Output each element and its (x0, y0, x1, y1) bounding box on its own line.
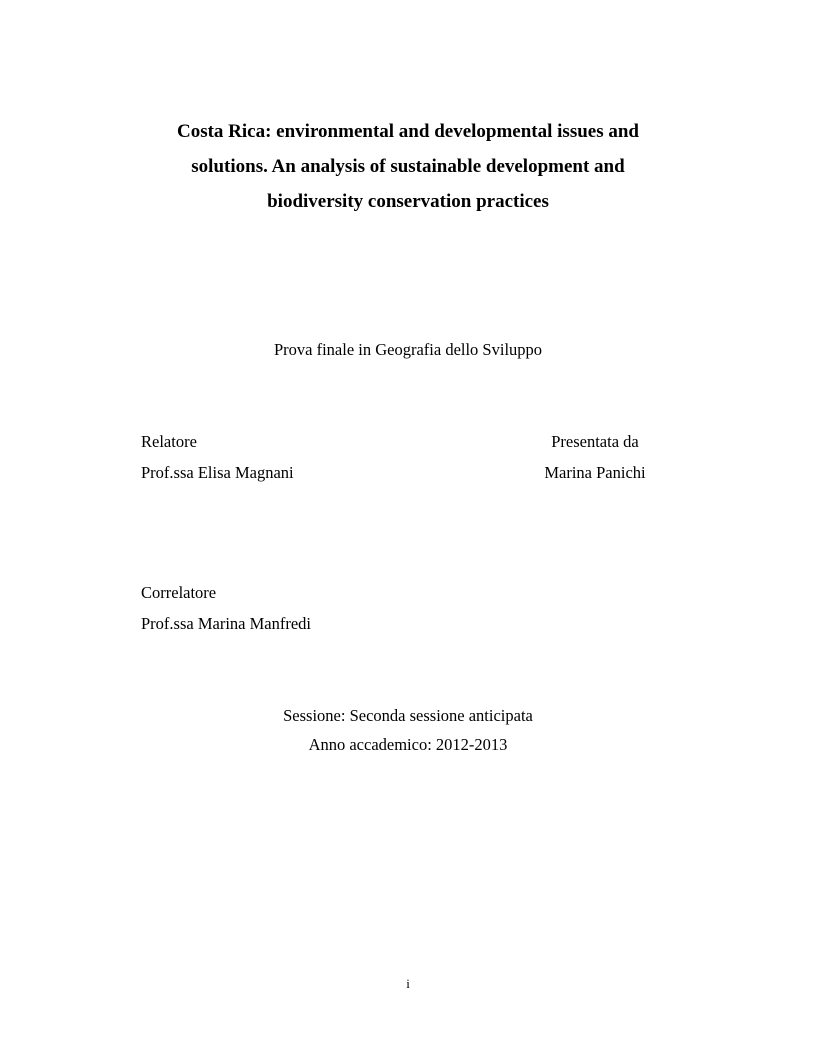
correlatore-block (141, 577, 311, 639)
correlatore-label: Correlatore (141, 583, 217, 602)
relatore-block (141, 426, 294, 488)
session-block (0, 701, 816, 759)
presentata-name: Marina Panichi (544, 463, 646, 482)
page-number: i (406, 976, 410, 991)
session-text: Sessione: Seconda sessione anticipata (283, 706, 533, 725)
academic-year: Anno accademico: 2012-2013 (308, 735, 508, 754)
relatore-name: Prof.ssa Elisa Magnani (141, 463, 294, 482)
title-line-2: solutions. An analysis of sustainable development and (191, 156, 625, 177)
relatore-label: Relatore (141, 432, 197, 451)
title-line-1: Costa Rica: environmental and developmental issues and (176, 121, 639, 142)
presentata-block (520, 426, 670, 488)
course-name: Prova finale in Geografia dello Sviluppo (273, 340, 543, 359)
correlatore-name: Prof.ssa Marina Manfredi (141, 614, 311, 633)
title-line-3: biodiversity conservation practices (267, 191, 549, 212)
thesis-title (140, 114, 676, 219)
presentata-label: Presentata da (551, 432, 639, 451)
